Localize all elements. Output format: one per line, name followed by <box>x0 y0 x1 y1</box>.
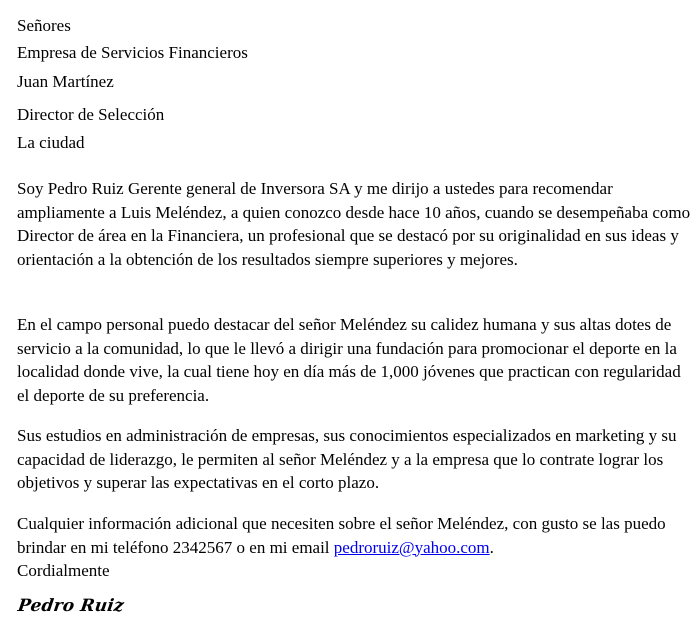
signature: Pedro Ruiz <box>16 596 126 616</box>
closing: Cordialmente <box>17 561 110 580</box>
recipient-city: La ciudad <box>17 133 85 152</box>
email-link[interactable]: pedroruiz@yahoo.com <box>333 537 490 557</box>
paragraph-introduction: Soy Pedro Ruiz Gerente general de Inversora SA y me dirijo a ustedes para recomendar ampliamente a Luis Meléndez, a quien conozco desde hace 10 años, cuando se desempeñaba como Director de área en la Financiera, un profesional que se destacó por su originalidad en sus ideas y orientación a la obtención de los resultados siempre superiores y mejores. <box>17 179 691 269</box>
salutation: Señores <box>17 16 71 35</box>
paragraph-personal: En el campo personal puedo destacar del señor Meléndez su calidez humana y sus altas dotes de servicio a la comunidad, lo que le llevó a dirigir una fundación para promocionar el deporte en la localidad donde vive, la cual tiene hoy en día más de 1,000 jóvenes que practican con regularidad el deporte de su preferencia. <box>17 315 681 405</box>
contact-text-end: . <box>489 537 494 557</box>
paragraph-studies: Sus estudios en administración de empresas, sus conocimientos especializados en marketing y su capacidad de liderazgo, le permiten al señor Meléndez y a la empresa que lo contrate lograr los objetivos y superar las expectativas en el corto plazo. <box>17 426 677 492</box>
paragraph-contact <box>17 512 692 583</box>
recipient-name: Juan Martínez <box>17 72 114 91</box>
recipient-company: Empresa de Servicios Financieros <box>17 43 248 62</box>
contact-text: Cualquier información adicional que necesiten sobre el señor Meléndez, con gusto se las puedo brindar en mi teléfono 2342567 o en mi email <box>17 514 666 557</box>
recipient-position: Director de Selección <box>17 105 165 124</box>
